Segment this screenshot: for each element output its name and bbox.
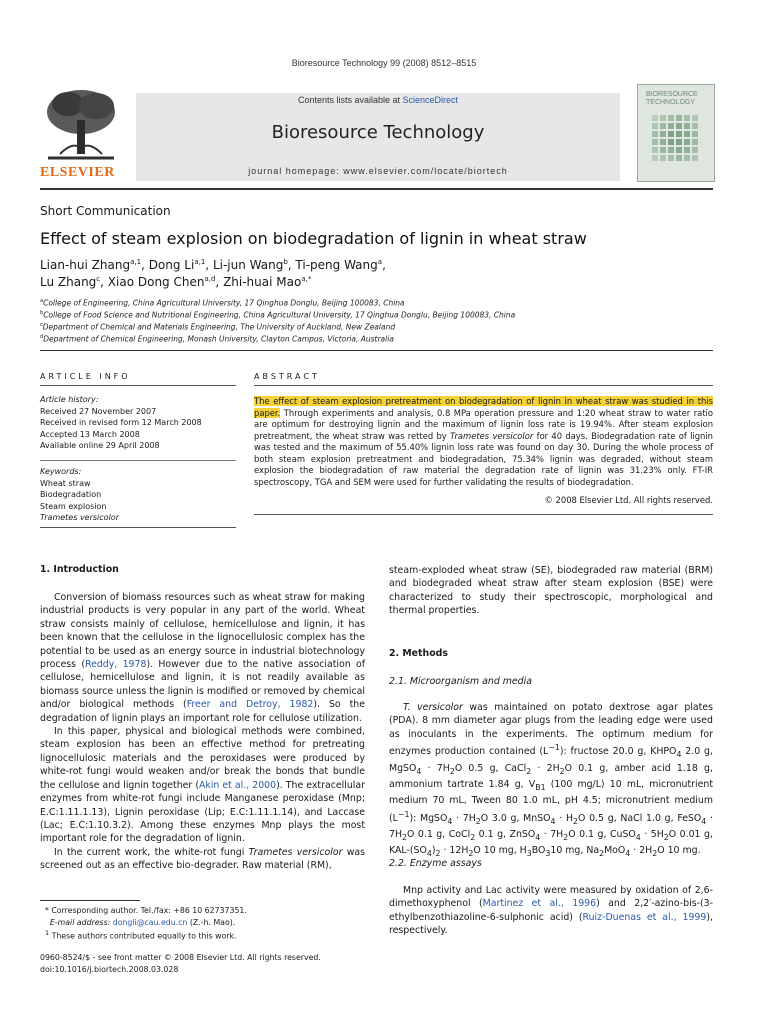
journal-homepage[interactable]: journal homepage: www.elsevier.com/locate/biortech	[248, 166, 508, 176]
footnote-text: Corresponding author. Tel./fax: +86 10 62737351.	[51, 906, 247, 915]
footnote-corresponding: * Corresponding author. Tel./fax: +86 10 62737351.	[40, 906, 247, 915]
right-column-top: steam-exploded wheat straw (SE), biodegraded raw material (BRM) and biodegraded wheat straw after steam explosion (BSE) were characterized to study their spectroscopic, morphological and thermal properties.	[389, 565, 713, 617]
author-affiliation-marker: a,*	[301, 275, 312, 283]
section-rule	[40, 350, 713, 351]
subsection-heading: 2.1. Microorganism and media	[389, 676, 532, 687]
header-rule	[40, 188, 713, 190]
footnote-text: (Z.-h. Mao).	[189, 917, 236, 927]
paragraph-text: (100 mg/L) 10 mL, micronutrient medium 70 mL, Tween 80 1.0 mL, pH 4.5; micronutrient medium (L	[389, 778, 713, 824]
author-affiliation-marker: a,d	[204, 275, 216, 283]
author-affiliation-marker: b	[283, 258, 288, 266]
microorganism-paragraph	[389, 701, 713, 861]
cover-title: BIORESOURCE TECHNOLOGY	[646, 91, 698, 106]
affiliation-marker: c	[40, 322, 43, 328]
left-column	[40, 591, 365, 873]
affiliation-marker: d	[40, 334, 44, 340]
history-item: Available online 29 April 2008	[40, 441, 160, 450]
keyword: Biodegradation	[40, 490, 102, 499]
citation-link[interactable]: Akin et al., 2000	[198, 779, 277, 791]
issn-doi-block	[40, 952, 321, 975]
abstract-text-part: Through experiments and analysis, 0.8 MPa operation pressure and 1:20 wheat straw to water ratio are optimum for destroying lignin and the maximum of lignin loss rate is 19.94%. After steam explosion pretreatment, the wheat straw was retted by	[254, 407, 713, 441]
paragraph	[389, 884, 713, 938]
citation-link[interactable]: Freer and Detroy, 1982	[186, 699, 314, 711]
footnote-text: These authors contributed equally to this work.	[51, 931, 237, 941]
author-name[interactable]: Xiao Dong Chen	[107, 275, 205, 289]
abstract-text	[254, 396, 713, 488]
author-line-1: Lian-hui Zhang$^{a,1}$, Dong Li$^{a,1}$, Li-jun Wang$^b$, Ti-peng Wang$^a$,	[40, 258, 386, 272]
doi-line[interactable]: doi:10.1016/j.biortech.2008.03.028	[40, 964, 179, 974]
paragraph-text: ): fructose 20.0 g, KH	[559, 746, 664, 758]
issn-line: 0960-8524/$ - see front matter © 2008 Elsevier Ltd. All rights reserved.	[40, 953, 321, 962]
paragraph-text: ). So the degradation of lignin plays an important role for cellulose utilization.	[40, 699, 366, 724]
paragraph-text: In the current work, the white-rot fungi	[54, 846, 249, 858]
author-name[interactable]: Li-jun Wang	[212, 258, 284, 272]
organism-name: Trametes versicolor	[450, 430, 534, 441]
abstract-rule	[254, 385, 713, 386]
email-link[interactable]: dongli@cau.edu.cn	[112, 917, 188, 927]
sciencedirect-link[interactable]: ScienceDirect	[402, 95, 459, 105]
author-name[interactable]: Dong Li	[148, 258, 195, 272]
affiliation-marker: b	[40, 310, 44, 316]
paragraph-text: O 0.5 g, NaCl 1.0 g, FeSO	[578, 812, 702, 824]
paragraph-text: was screened out as an effective bio-degrader. Raw material (RM),	[40, 846, 365, 872]
methods-heading: 2. Methods	[389, 648, 448, 659]
author-name[interactable]: Lian-hui Zhang	[40, 258, 131, 272]
keyword: Wheat straw	[40, 478, 91, 488]
author-affiliation-marker: a	[377, 258, 383, 266]
paragraph-text: Conversion of biomass resources such as wheat straw for making industrial products is very popular in any part of the world. Wheat straw consists mainly of cellulose, hemicellulose and lignin, it has been known that the cellulose in the lignocellulosic complex has the potential to be used as an energy source in industrial biotechnology process (	[40, 592, 365, 671]
publisher-name: ELSEVIER	[40, 165, 115, 180]
paragraph-text: ). The extracellular enzymes from white-rot fungi include Manganese peroxidase (Mnp; E.C:1.11.1.13), Lignin peroxidase (Lip; E.C:1.11.1.14), and Laccase (Lac; E.C:1.10.3.2). Among these enzymes Mnp plays the most important role for the degradation of lignin.	[40, 779, 365, 845]
footnote-rule	[40, 900, 140, 901]
paragraph-text: was maintained on potato dextrose agar plates (PDA). 8 mm diameter agar plugs from the leading edge were used as inoculants in the experiments. The optimum medium for enzymes production contained (L	[389, 702, 714, 758]
affiliation-text: Department of Chemical Engineering, Monash University, Clayton Campus, Victoria, Australia	[43, 334, 394, 344]
paragraph-text: 10 mg, Na	[550, 845, 600, 857]
history-item: Received in revised form 12 March 2008	[40, 418, 202, 427]
keywords-label: Keywords:	[40, 467, 82, 476]
history-label: Article history:	[40, 395, 99, 404]
footnote-email	[40, 917, 247, 929]
article-title: Effect of steam explosion on biodegradation of lignin in wheat straw	[40, 229, 587, 248]
paragraph-text: O 0.1 g, amber acid 1.18 g, ammonium tartrate 1.84 g, V	[389, 762, 713, 790]
keywords-list	[40, 466, 119, 524]
journal-citation: Bioresource Technology 99 (2008) 8512–8515	[291, 58, 477, 68]
paragraph	[40, 591, 365, 725]
paragraph-text: 2.0 g, MgSO	[389, 746, 713, 774]
affiliation	[40, 334, 394, 344]
affiliation-text: College of Food Science and Nutritional Engineering, China Agricultural University, 17 Qinghua Donglu, Beijing 100083, China	[43, 310, 516, 320]
article-type: Short Communication	[40, 204, 171, 218]
paragraph-text: ): MgSO	[409, 812, 448, 824]
footnotes	[40, 905, 247, 942]
organism-name: Trametes versicolor	[248, 846, 343, 858]
info-bottom-rule	[40, 527, 236, 528]
paragraph-text: O 0.1 g, CuSO	[568, 829, 636, 840]
footnote-equal: $^1$ These authors contributed equally to this work.	[44, 929, 237, 941]
keyword: Trametes versicolor	[40, 513, 119, 522]
affiliation	[40, 322, 395, 332]
paragraph-text: ), respectively.	[389, 911, 713, 937]
author-affiliation-marker: a,1	[194, 258, 206, 266]
highlighted-sentence[interactable]: The effect of steam explosion pretreatment on biodegradation of lignin in wheat straw was studied in this paper.	[254, 396, 713, 418]
enzyme-paragraph	[389, 884, 713, 938]
citation-link[interactable]: Reddy, 1978	[84, 659, 147, 671]
history-item: Accepted 13 March 2008	[40, 429, 140, 439]
paragraph	[40, 725, 365, 846]
paragraph-text: O 0.5 g, CaCl	[454, 762, 527, 774]
abstract-text-part: for 40 days. Biodegradation rate of lignin was tested and the maximum of 55.40% lignin loss rate was found on day 30. During the whole process of both steam explosion pretreatment and biodegradation, 75.34% lignin was degraded, without steam explosion the biodegradation of raw material the degradation rate of lignin was 31.23% only. FT-IR spectroscopy, TGA and SEM were used for further validating the results of biodegradation.	[254, 430, 713, 487]
affiliation-marker: a	[40, 298, 44, 304]
citation-link[interactable]: Martinez et al., 1996	[482, 898, 597, 910]
affiliation-text: College of Engineering, China Agricultural University, 17 Qinghua Donglu, Beijing 100083, China	[43, 298, 405, 308]
paragraph-text: In this paper, physical and biological methods were combined, steam explosion has been an effective method for pretreating lignocellulosic materials and the peroxidases were produced by white-rot fungi would weaken and/or break the bonds that bundle the cellulose and lignin together (	[40, 726, 365, 791]
contents-line	[136, 95, 620, 105]
author-affiliation-marker: c	[96, 275, 101, 283]
keyword: Steam explosion	[40, 501, 107, 511]
paragraph-text: ) and 2,2′-azino-bis-(3-ethylbenzothiazoline-6-sulphonic acid) (	[389, 898, 713, 923]
paragraph-text: O 0.1 g, CoCl	[407, 829, 471, 840]
info-rule	[40, 385, 236, 386]
paragraph-text: O 3.0 g, MnSO	[480, 812, 551, 824]
paragraph-text: O 0.01 g, KAL-(SO	[389, 829, 713, 857]
paragraph-text: O 10 mg.	[657, 845, 701, 857]
author-name[interactable]: Ti-peng Wang	[295, 258, 378, 272]
paragraph	[40, 846, 365, 873]
introduction-heading: 1. Introduction	[40, 564, 119, 575]
author-line-2: Lu Zhang$^c$, Xiao Dong Chen$^{a,d}$, Zhi-huai Mao$^{a,*}$	[40, 275, 312, 289]
history-item: Received 27 November 2007	[40, 406, 157, 416]
cover-pattern	[652, 115, 702, 165]
author-name[interactable]: Lu Zhang	[40, 275, 97, 289]
subsection-heading: 2.2. Enzyme assays	[389, 858, 482, 869]
abstract-heading: ABSTRACT	[254, 372, 320, 381]
affiliation	[40, 298, 405, 308]
author-affiliation-marker: a,1	[130, 258, 142, 266]
affiliation	[40, 310, 515, 320]
contents-prefix: Contents lists available at	[297, 95, 403, 105]
journal-cover-image	[637, 84, 715, 182]
author-name[interactable]: Zhi-huai Mao	[223, 275, 302, 289]
email-label: E-mail address:	[49, 917, 111, 927]
affiliation-text: Department of Chemical and Materials Engineering, The University of Auckland, New Zealand	[42, 322, 396, 332]
paragraph-text: Mnp activity and Lac activity were measured by oxidation of 2,6-dimethoxyphenol (	[389, 885, 713, 910]
article-info-heading: ARTICLE INFO	[40, 372, 131, 381]
abstract-bottom-rule	[254, 514, 713, 515]
journal-title: Bioresource Technology	[271, 122, 485, 143]
paragraph-text: O 10 mg, H	[473, 845, 527, 857]
paragraph-text: 0.1 g, ZnSO	[475, 829, 536, 840]
copyright: © 2008 Elsevier Ltd. All rights reserved.	[544, 495, 713, 505]
citation-link[interactable]: Ruiz-Duenas et al., 1999	[582, 911, 707, 923]
keywords-rule	[40, 460, 236, 461]
article-history	[40, 394, 202, 452]
paragraph-text: ). However due to the native association of cellulose, hemicellulose and lignin, it is not readily available as biomass source unless the lignin is modified or removed by chemical and/or biological methods (	[40, 659, 365, 711]
paragraph: T. versicolor was maintained on potato dextrose agar plates (PDA). 8 mm diameter agar plugs from the leading edge were used as inoculants in the experiments. The optimum medium for enzymes production contained $(L^{-1})$: fructose 20.0 g, $KHPO_4$ 2.0 g, MgSO$_4$ · $7H_2O$ 0.5 g, CaCl$_2$ · $2H_2O$ 0.1 g, amber acid 1.18 g, ammonium tartrate 1.84 g, $V_{B1}$ (100 mg/L) 10 mL, micronutrient medium 70 mL, Tween 80 1.0 mL, pH 4.5; micronutrient medium $(L^{-1})$: MgSO$_4$ · $7H_2O$ 3.0 g, MnSO$_4$ · $H_2O$ 0.5 g, NaCl 1.0 g, FeSO$_4$ · $7H_2O$ 0.1 g, CoCl$_2$ 0.1 g, ZnSO$_4$ · $7H_2O$ 0.1 g, CuSO$_4$ · $5H_2O$ 0.01 g, KAL-$(SO_4)_2 \cdot 12H_2O$ 10 mg, $H_3BO_310$ mg, $Na_2MoO_4 \cdot 2H_2O$ 10 mg.	[389, 702, 714, 859]
